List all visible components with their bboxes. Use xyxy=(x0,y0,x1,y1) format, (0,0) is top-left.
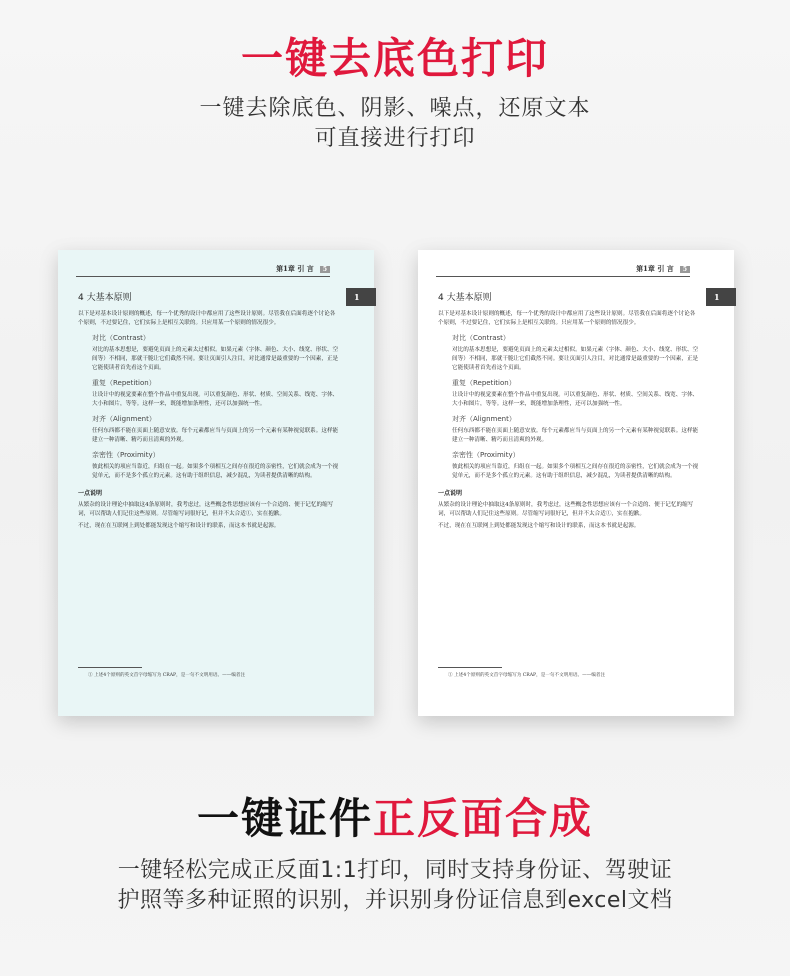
section2-subtitle xyxy=(0,856,790,916)
principle-heading: 对齐（Alignment） xyxy=(92,415,156,423)
note-text-2: 不过，现在在互联网上到处都能发现这个缩写和设计的联系，而这本书就是起源。 xyxy=(438,523,640,529)
page-header xyxy=(636,264,690,274)
section2-title-black: 一键证件 xyxy=(196,794,373,843)
section2-title xyxy=(0,786,790,846)
section1-subtitle xyxy=(0,94,790,154)
intro-paragraph: 以下是对基本设计原则的概述，每一个优秀的设计中都应用了这些设计原则。尽管我在后面将逐个讨论各个原则，不过要记住，它们实际上是相互关联的。只应用某一个原则的情况很少。 xyxy=(78,311,336,326)
section-title: 4 大基本原则 xyxy=(438,293,492,303)
page-number: 5 xyxy=(320,266,330,273)
page-number: 5 xyxy=(680,266,690,273)
note-text: 从繁杂的设计理论中抽取这4条原则时，我考虑过，这些概念性思想应该有一个合适的、便于记忆的缩写词，可以帮助人们记住这些原则。尽管缩写词很好记，但并不太合适①，实在抱歉。 xyxy=(78,502,334,517)
principle-heading: 重复（Repetition） xyxy=(92,379,156,387)
note-heading: 一点说明 xyxy=(438,490,463,497)
principle-text: 对比的基本思想是，要避免页面上的元素太过相似。如果元素（字体、颜色、大小、线宽、形状、空间等）不相同，那就干脆让它们截然不同。要让页面引人注目，对比通常是最重要的一个因素，正是它能使读者首先看这个页面。 xyxy=(92,347,339,371)
principle-text: 让设计中的视觉要素在整个作品中重复出现。可以重复颜色、形状、材质、空间关系、线宽、字体、大小和图片，等等。这样一来，既能增加条理性，还可以加强统一性。 xyxy=(452,392,699,407)
principle-heading: 对比（Contrast） xyxy=(452,334,510,342)
principle-heading: 对比（Contrast） xyxy=(92,334,150,342)
document-after xyxy=(418,250,734,716)
section1-subtitle-line2: 可直接进行打印 xyxy=(314,126,476,151)
document-body xyxy=(438,310,700,534)
section2-title-red: 正反面合成 xyxy=(373,794,594,843)
principle-heading: 对齐（Alignment） xyxy=(452,415,516,423)
principle-heading: 重复（Repetition） xyxy=(452,379,516,387)
footnote: ① 上述4个原则的英文首字母缩写为 CRAP，是一句不文明用语。——编者注 xyxy=(88,673,246,678)
section2-subtitle-line1: 一键轻松完成正反面1:1打印，同时支持身份证、驾驶证 xyxy=(117,858,673,883)
section2-subtitle-line2: 护照等多种证照的识别，并识别身份证信息到excel文档 xyxy=(117,888,673,913)
note-heading: 一点说明 xyxy=(78,490,103,497)
header-rule xyxy=(436,276,690,277)
principle-heading: 亲密性（Proximity） xyxy=(92,451,160,459)
principle-text: 让设计中的视觉要素在整个作品中重复出现。可以重复颜色、形状、材质、空间关系、线宽、字体、大小和图片，等等。这样一来，既能增加条理性，还可以加强统一性。 xyxy=(92,392,339,407)
note-text: 从繁杂的设计理论中抽取这4条原则时，我考虑过，这些概念性思想应该有一个合适的、便于记忆的缩写词，可以帮助人们记住这些原则。尽管缩写词很好记，但并不太合适①，实在抱歉。 xyxy=(438,502,694,517)
footnote-rule xyxy=(78,667,142,668)
header-text: 第1章 引 言 xyxy=(636,264,674,273)
note-text-2: 不过，现在在互联网上到处都能发现这个缩写和设计的联系，而这本书就是起源。 xyxy=(78,523,280,529)
principle-text: 彼此相关的项应当靠近，归组在一起。如果多个项相互之间存在很近的亲密性，它们就会成为一个视觉单元，而不是多个孤立的元素。这有助于组织信息，减少混乱，为读者提供清晰的结构。 xyxy=(452,464,699,479)
header-text: 第1章 引 言 xyxy=(276,264,314,273)
section1-title: 一键去底色打印 xyxy=(240,34,549,83)
principle-text: 对比的基本思想是，要避免页面上的元素太过相似。如果元素（字体、颜色、大小、线宽、形状、空间等）不相同，那就干脆让它们截然不同。要让页面引人注目，对比通常是最重要的一个因素，正是它能使读者首先看这个页面。 xyxy=(452,347,699,371)
footnote: ① 上述4个原则的英文首字母缩写为 CRAP，是一句不文明用语。——编者注 xyxy=(448,673,606,678)
header-rule xyxy=(76,276,330,277)
footnote-rule xyxy=(438,667,502,668)
section1-subtitle-line1: 一键去除底色、阴影、噪点，还原文本 xyxy=(199,96,591,121)
principle-heading: 亲密性（Proximity） xyxy=(452,451,520,459)
page-header xyxy=(276,264,330,274)
principle-text: 彼此相关的项应当靠近，归组在一起。如果多个项相互之间存在很近的亲密性，它们就会成为一个视觉单元，而不是多个孤立的元素。这有助于组织信息，减少混乱，为读者提供清晰的结构。 xyxy=(92,464,339,479)
chapter-tab: 1 xyxy=(706,288,736,306)
principle-text: 任何东西都不能在页面上随意安放。每个元素都应当与页面上的另一个元素有某种视觉联系。这样能建立一种清晰、精巧而且清爽的外观。 xyxy=(92,428,339,443)
intro-paragraph: 以下是对基本设计原则的概述，每一个优秀的设计中都应用了这些设计原则。尽管我在后面将逐个讨论各个原则，不过要记住，它们实际上是相互关联的。只应用某一个原则的情况很少。 xyxy=(438,311,696,326)
section-title: 4 大基本原则 xyxy=(78,293,132,303)
document-body xyxy=(78,310,340,534)
document-before xyxy=(58,250,374,716)
principle-text: 任何东西都不能在页面上随意安放。每个元素都应当与页面上的另一个元素有某种视觉联系。这样能建立一种清晰、精巧而且清爽的外观。 xyxy=(452,428,699,443)
chapter-tab: 1 xyxy=(346,288,376,306)
